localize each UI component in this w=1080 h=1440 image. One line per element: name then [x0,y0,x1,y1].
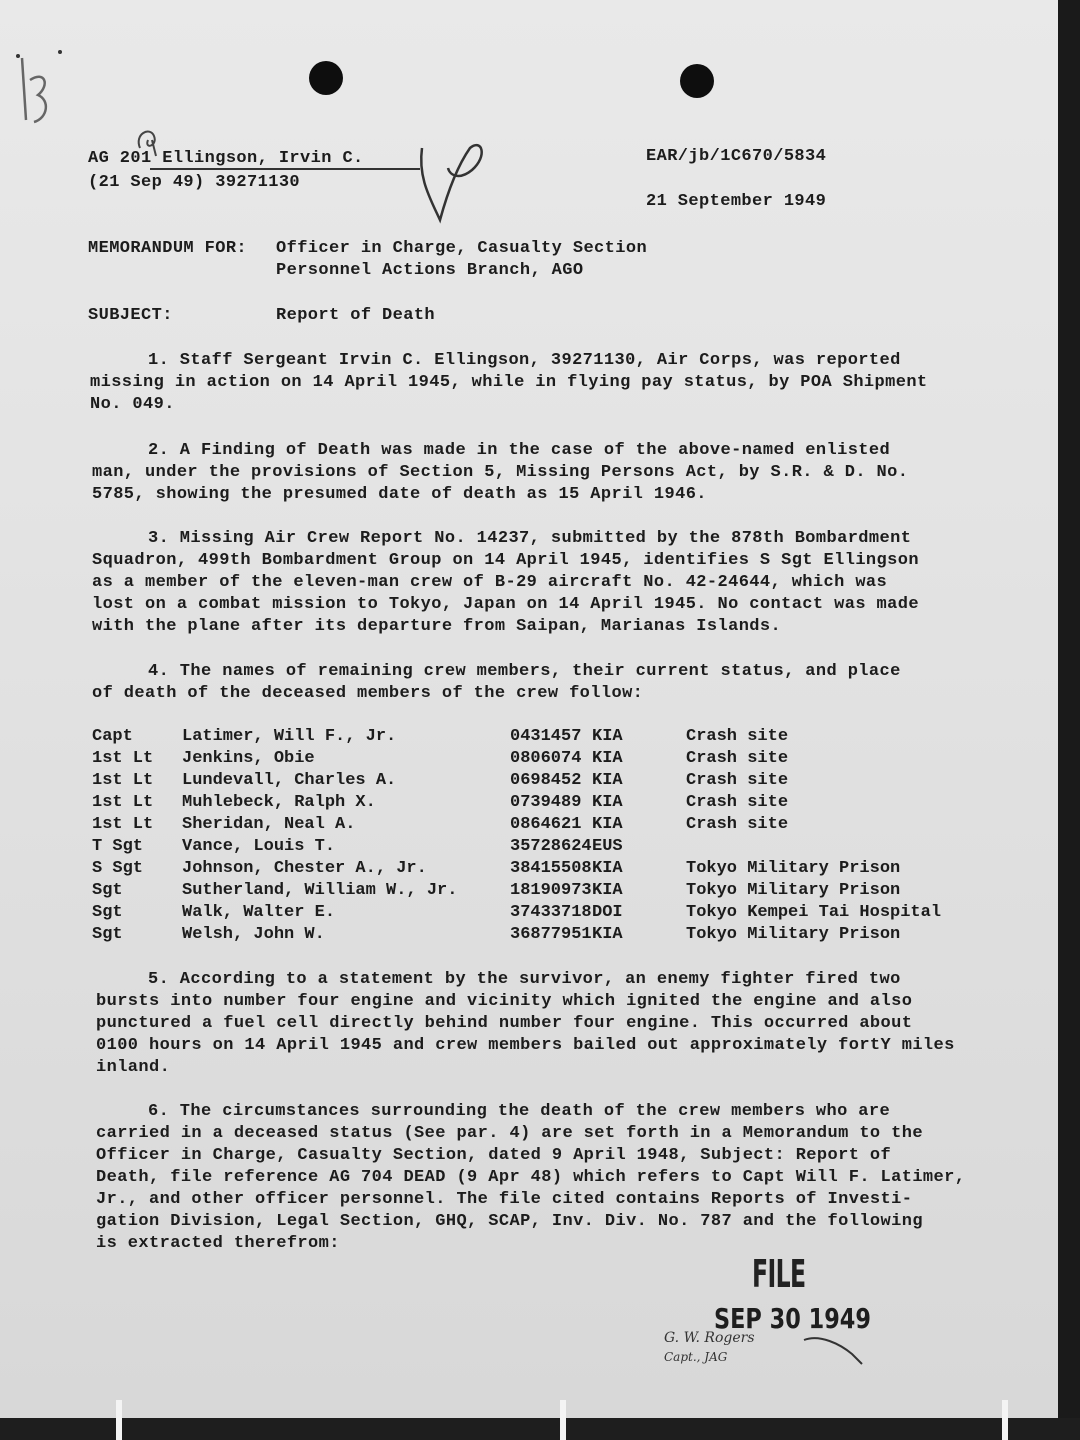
file-stamp-date: SEP 30 1949 [714,1302,871,1335]
table-row [92,903,992,925]
crew-rank: 1st Lt [92,793,154,812]
punch-hole-right [680,64,714,98]
crew-status: DOI [592,903,623,922]
paragraph-line: 3. Missing Air Crew Report No. 14237, submitted by the 878th Bombardment [148,529,912,548]
crew-serial: 0431457 [510,727,582,746]
paragraph-2 [92,440,908,506]
stamp-signature-title: Capt., JAG [664,1350,728,1364]
crew-name: Johnson, Chester A., Jr. [182,859,427,878]
handwritten-page-mark [0,40,80,140]
crew-status: KIA [592,727,623,746]
crew-rank: 1st Lt [92,771,154,790]
crew-rank: T Sgt [92,837,144,856]
scan-edge-strip [560,1400,566,1440]
paragraph-line: 0100 hours on 14 April 1945 and crew members bailed out approximately fortY miles [96,1036,955,1055]
subject-text: Report of Death [276,306,436,325]
crew-name: Sutherland, William W., Jr. [182,881,458,900]
crew-place: Crash site [686,793,789,812]
crew-status: KIA [592,749,623,768]
paragraph-line: is extracted therefrom: [96,1234,340,1253]
crew-place: Tokyo Military Prison [686,881,901,900]
crew-status: KIA [592,815,623,834]
paragraph-line: of death of the deceased members of the crew follow: [92,684,644,703]
crew-place: Crash site [686,727,789,746]
office-code: EAR/jb/1C670/5834 [646,147,827,166]
paragraph-5 [96,969,955,1079]
paragraph-line: gation Division, Legal Section, GHQ, SCAP, Inv. Div. No. 787 and the following [96,1212,923,1231]
paragraph-line: as a member of the eleven-man crew of B-29 aircraft No. 42-24644, which was [92,573,888,592]
table-row [92,749,992,771]
file-stamp-label: FILE [752,1252,806,1296]
paragraph-line: punctured a fuel cell directly behind number four engine. This occurred about [96,1014,913,1033]
crew-status: KIA [592,771,623,790]
crew-serial: 35728624 [510,837,592,856]
crew-serial: 36877951 [510,925,592,944]
crew-status: KIA [592,793,623,812]
addressee-line2: Personnel Actions Branch, AGO [276,261,584,280]
crew-serial: 18190973 [510,881,592,900]
crew-serial: 0739489 [510,793,582,812]
table-row [92,859,992,881]
scan-edge-right [1058,0,1080,1440]
crew-name: Sheridan, Neal A. [182,815,356,834]
paragraph-line: Death, file reference AG 704 DEAD (9 Apr 48) which refers to Capt Will F. Latimer, [96,1168,966,1187]
crew-rank: Capt [92,727,133,746]
paragraph-line: carried in a deceased status (See par. 4) are set forth in a Memorandum to the [96,1124,923,1143]
paragraph-4 [92,661,901,705]
table-row [92,881,992,903]
paragraph-line: 4. The names of remaining crew members, their current status, and place [148,662,901,681]
crew-rank: S Sgt [92,859,144,878]
crew-status: KIA [592,859,623,878]
crew-status: EUS [592,837,623,856]
scan-edge-strip [116,1400,122,1440]
paragraph-line: bursts into number four engine and vicinity which ignited the engine and also [96,992,913,1011]
crew-name: Muhlebeck, Ralph X. [182,793,376,812]
table-row [92,815,992,837]
paragraph-line: Officer in Charge, Casualty Section, dated 9 April 1948, Subject: Report of [96,1146,892,1165]
table-row [92,793,992,815]
crew-name: Lundevall, Charles A. [182,771,397,790]
paragraph-line: Jr., and other officer personnel. The file cited contains Reports of Investi- [96,1190,913,1209]
crew-name: Jenkins, Obie [182,749,315,768]
paragraph-line: inland. [96,1058,171,1077]
crew-serial: 38415508 [510,859,592,878]
table-row [92,727,992,749]
crew-name: Latimer, Will F., Jr. [182,727,397,746]
paragraph-line: lost on a combat mission to Tokyo, Japan on 14 April 1945. No contact was made [92,595,919,614]
stamp-signature-flourish [800,1330,870,1370]
paragraph-6 [96,1101,965,1255]
scan-edge-bottom [0,1418,1080,1440]
paragraph-3 [92,528,919,638]
crew-serial: 37433718 [510,903,592,922]
addressee-line1: Officer in Charge, Casualty Section [276,239,648,258]
crew-rank: 1st Lt [92,815,154,834]
subject-label: SUBJECT: [88,306,173,325]
document-date: 21 September 1949 [646,192,827,211]
paragraph-line: missing in action on 14 April 1945, while in flying pay status, by POA Shipment [90,373,928,392]
paragraph-line: Squadron, 499th Bombardment Group on 14 April 1945, identifies S Sgt Ellingson [92,551,919,570]
crew-rank: Sgt [92,925,123,944]
stamp-signature: G. W. Rogers [664,1330,755,1346]
crew-place: Crash site [686,749,789,768]
paragraph-line: man, under the provisions of Section 5, Missing Persons Act, by S.R. & D. No. [92,463,909,482]
crew-serial: 0806074 [510,749,582,768]
paragraph-line: 5785, showing the presumed date of death as 15 April 1946. [92,485,707,504]
table-row [92,837,992,859]
handwritten-initials [400,128,510,238]
table-row [92,771,992,793]
scan-edge-strip [1002,1400,1008,1440]
crew-serial: 0864621 [510,815,582,834]
paragraph-line: 5. According to a statement by the survivor, an enemy fighter fired two [148,970,901,989]
crew-status: KIA [592,881,623,900]
table-row [92,925,992,947]
crew-status: KIA [592,925,623,944]
crew-place: Tokyo Kempei Tai Hospital [686,903,942,922]
crew-name: Welsh, John W. [182,925,325,944]
paragraph-line: 1. Staff Sergeant Irvin C. Ellingson, 39271130, Air Corps, was reported [148,351,901,370]
crew-place: Crash site [686,771,789,790]
punch-hole-left [309,61,343,95]
crew-place: Tokyo Military Prison [686,859,901,878]
crew-rank: Sgt [92,903,123,922]
crew-rank: 1st Lt [92,749,154,768]
memorandum-for-label: MEMORANDUM FOR: [88,239,248,258]
crew-name: Walk, Walter E. [182,903,336,922]
paragraph-line: 6. The circumstances surrounding the death of the crew members who are [148,1102,891,1121]
paragraph-1 [90,350,928,416]
file-reference-line1: AG 201 Ellingson, Irvin C. [88,149,364,168]
file-reference-line2: (21 Sep 49) 39271130 [88,173,301,192]
crew-place: Crash site [686,815,789,834]
crew-place: Tokyo Military Prison [686,925,901,944]
crew-name: Vance, Louis T. [182,837,336,856]
paragraph-line: No. 049. [90,395,175,414]
paragraph-line: 2. A Finding of Death was made in the case of the above-named enlisted [148,441,891,460]
paragraph-line: with the plane after its departure from Saipan, Marianas Islands. [92,617,782,636]
crew-serial: 0698452 [510,771,582,790]
crew-rank: Sgt [92,881,123,900]
strike-through-line [150,168,420,170]
